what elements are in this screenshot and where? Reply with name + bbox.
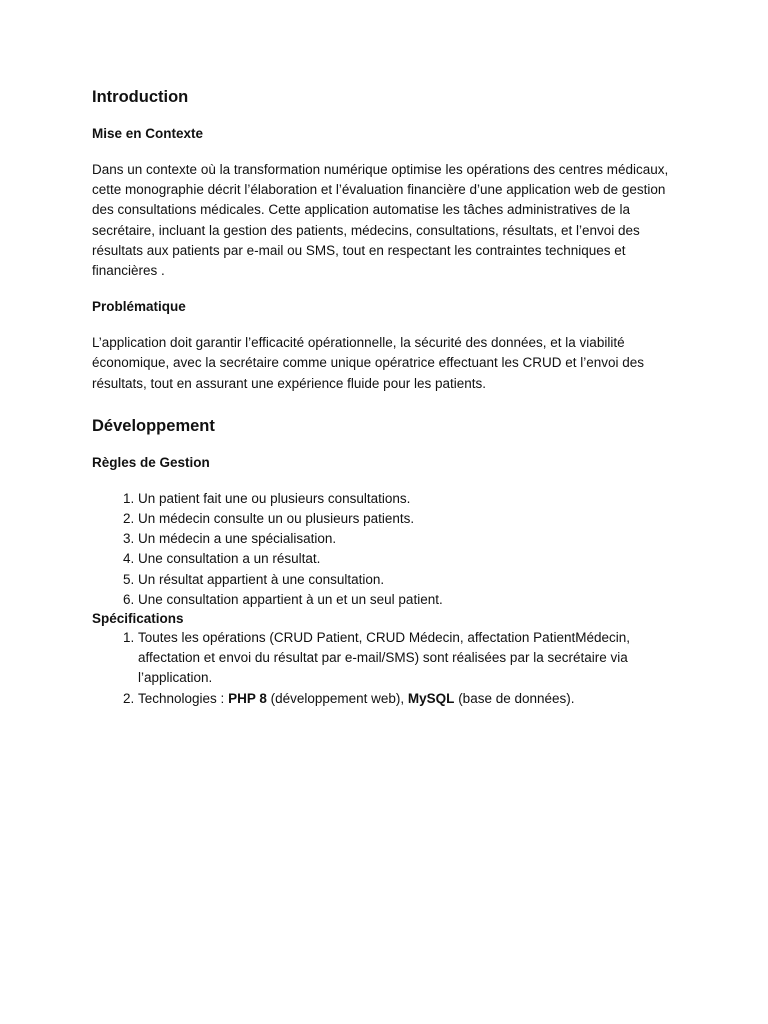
php-description: (développement web), (266, 690, 408, 706)
rules-list (92, 489, 682, 610)
rule-item: 1. Un patient fait une ou plusieurs consultations. (138, 489, 682, 509)
rules-heading: Règles de Gestion (92, 454, 210, 470)
specifications-heading: Spécifications (92, 611, 184, 627)
spec-item: 1. Toutes les opérations (CRUD Patient, CRUD Médecin, affectation PatientMédecin, affectation et envoi du résultat par e-mail/SMS) sont réalisées par la secrétaire via l’application. (138, 628, 682, 689)
spec-item (138, 689, 682, 709)
document-page (92, 86, 682, 709)
introduction-heading: Introduction (92, 88, 189, 106)
php-label: PHP 8 (228, 690, 267, 706)
mysql-description: (base de données). (454, 690, 575, 706)
development-heading: Développement (92, 416, 215, 435)
context-paragraph: Dans un contexte où la transformation numérique optimise les opérations des centres médicaux, cette monographie décrit l’élaboration et l’évaluation financière d’une application web de gestion des consultations médicales. Cette application automatise les tâches administratives de la secrétaire, incluant la gestion des patients, médecins, consultations, résultats, et l’envoi des résultats aux patients par e-mail ou SMS, tout en respectant les contraintes techniques et financières . (92, 162, 669, 279)
rule-item: 3. Un médecin a une spécialisation. (138, 529, 682, 549)
problem-heading: Problématique (92, 299, 186, 315)
rule-item: 6. Une consultation appartient à un et un seul patient. (138, 590, 682, 610)
mysql-label: MySQL (407, 690, 455, 706)
problem-paragraph: L’application doit garantir l’efficacité opérationnelle, la sécurité des données, et la viabilité économique, avec la secrétaire comme unique opératrice effectuant les CRUD et l’envoi des résultats, tout en assurant une expérience fluide pour les patients. (92, 335, 645, 391)
rule-item: 4. Une consultation a un résultat. (138, 549, 682, 569)
context-heading: Mise en Contexte (92, 126, 204, 141)
rule-item: 2. Un médecin consulte un ou plusieurs patients. (138, 509, 682, 529)
rule-item: 5. Un résultat appartient à une consultation. (138, 570, 682, 590)
spec-tech-prefix: Technologies : (138, 690, 229, 706)
specifications-list (92, 628, 682, 709)
